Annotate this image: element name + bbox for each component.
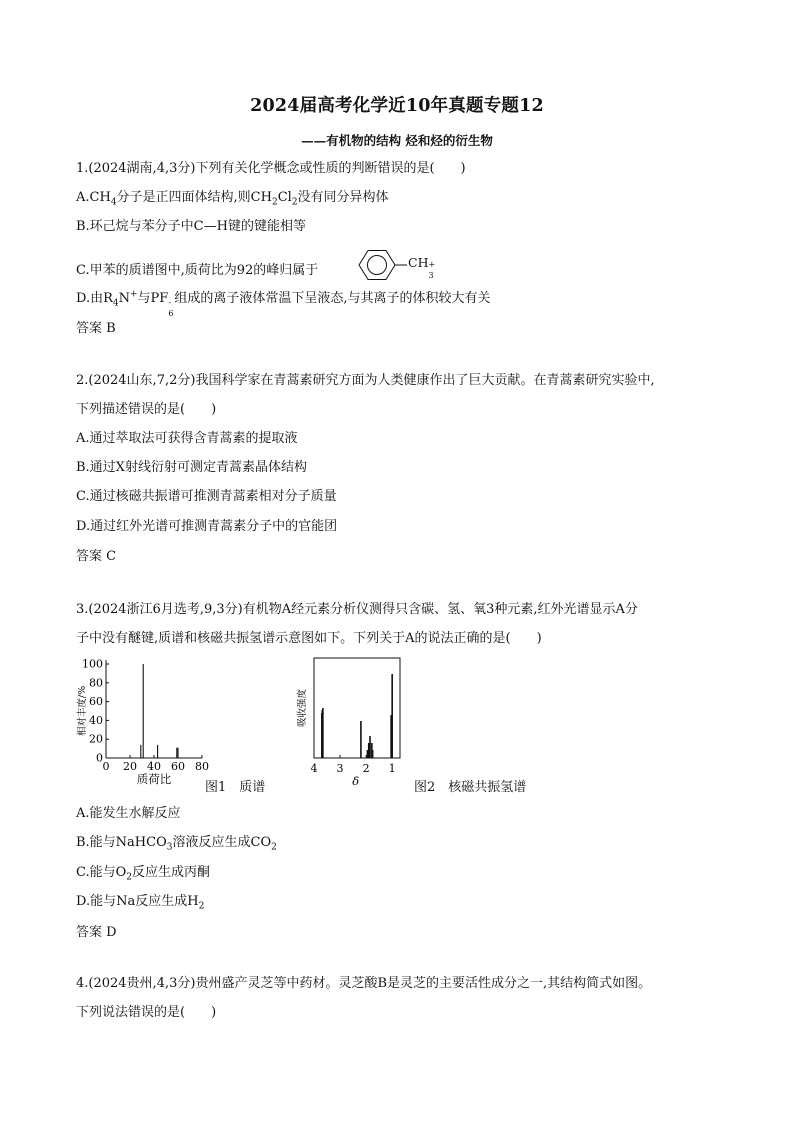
q2-option-d: D.通过红外光谱可推测青蒿素分子中的官能团 (76, 519, 338, 534)
page-subtitle: ——有机物的结构 烃和烃的衍生物 (301, 133, 493, 148)
q3-option-d: D.能与Na反应生成$H_2$ (76, 894, 205, 912)
methyl-cation-label: CH + 3 (408, 255, 436, 280)
y-axis-label: 相对丰度/% (77, 685, 88, 737)
y-tick-label: 40 (89, 713, 103, 727)
y-axis-label: 吸收强度 (297, 688, 308, 728)
page-title: 2024届高考化学近10年真题专题12 (250, 96, 544, 116)
q2-answer: 答案 C (76, 549, 117, 564)
y-tick-label: 100 (82, 657, 103, 671)
q3-option-a: A.能发生水解反应 (76, 806, 181, 821)
q4-stem-line1: 4.(2024贵州,4,3分)贵州盛产灵芝等中药材。灵芝酸B是灵芝的主要活性成分之一,其结构简式如图。 (76, 976, 652, 991)
nmr-spectrum-chart (296, 654, 406, 792)
q1-option-b: B.环己烷与苯分子中C—H键的键能相等 (76, 219, 306, 234)
x-tick-label: 2 (362, 762, 370, 775)
x-tick-label: 1 (388, 762, 396, 775)
x-tick-label: 4 (310, 762, 318, 775)
q2-stem-line1: 2.(2024山东,7,2分)我国科学家在青蒿素研究方面为人类健康作出了巨大贡献。在青蒿素研究实验中, (76, 373, 655, 388)
q2-option-a: A.通过萃取法可获得含青蒿素的提取液 (76, 431, 298, 446)
q1-option-c: C.甲苯的质谱图中,质荷比为92的峰归属于 (76, 263, 319, 278)
x-tick-label: 3 (336, 762, 344, 775)
y-tick-label: 60 (89, 695, 103, 709)
q3-stem-line1: 3.(2024浙江6月选考,9,3分)有机物A经元素分析仪测得只含碳、氢、氧3种元素,红外光谱显示A分 (76, 602, 638, 617)
x-tick-label: 20 (123, 760, 137, 773)
q1-answer: 答案 B (76, 321, 116, 336)
x-tick-label: 80 (195, 760, 209, 773)
x-tick-label: 60 (171, 760, 185, 773)
figure2-caption: 图2 核磁共振氢谱 (414, 780, 527, 795)
mass-spectrum-chart (74, 654, 214, 792)
toluene-cation-structure (352, 248, 436, 282)
q2-stem-line2: 下列描述错误的是( ) (76, 402, 217, 417)
q2-option-c: C.通过核磁共振谱可推测青蒿素相对分子质量 (76, 489, 337, 504)
q1-option-d: D.由$R_4N^+$与PF - 6 组成的离子液体常温下呈液态,与其离子的体积较大有关 (76, 289, 491, 318)
q1-stem: 1.(2024湖南,4,3分)下列有关化学概念或性质的判断错误的是( ) (76, 161, 466, 176)
y-tick-label: 0 (96, 751, 103, 765)
q3-stem-line2: 子中没有醚键,质谱和核磁共振氢谱示意图如下。下列关于A的说法正确的是( ) (76, 631, 542, 646)
q1-option-a: $A.CH_4$分子是正四面体结构,则$CH_2Cl_2$没有同分异构体 (76, 190, 389, 208)
q4-stem-line2: 下列说法错误的是( ) (76, 1005, 217, 1020)
figure1-caption: 图1 质谱 (205, 780, 266, 795)
q3-answer: 答案 D (76, 925, 117, 940)
y-tick-label: 20 (89, 732, 103, 746)
x-tick-label: 40 (147, 760, 161, 773)
q2-option-b: B.通过X射线衍射可测定青蒿素晶体结构 (76, 460, 307, 475)
q3-option-b: B.能与NaHCO$_3$溶液反应生成$CO_2$ (76, 835, 277, 853)
y-tick-label: 80 (89, 676, 103, 690)
plot-frame (314, 658, 400, 758)
x-axis-label: δ (352, 774, 360, 788)
x-axis-label: 质荷比 (136, 772, 172, 786)
x-tick-label: 0 (102, 760, 110, 773)
q3-option-c: C.能与$O_2$反应生成丙酮 (76, 865, 211, 883)
